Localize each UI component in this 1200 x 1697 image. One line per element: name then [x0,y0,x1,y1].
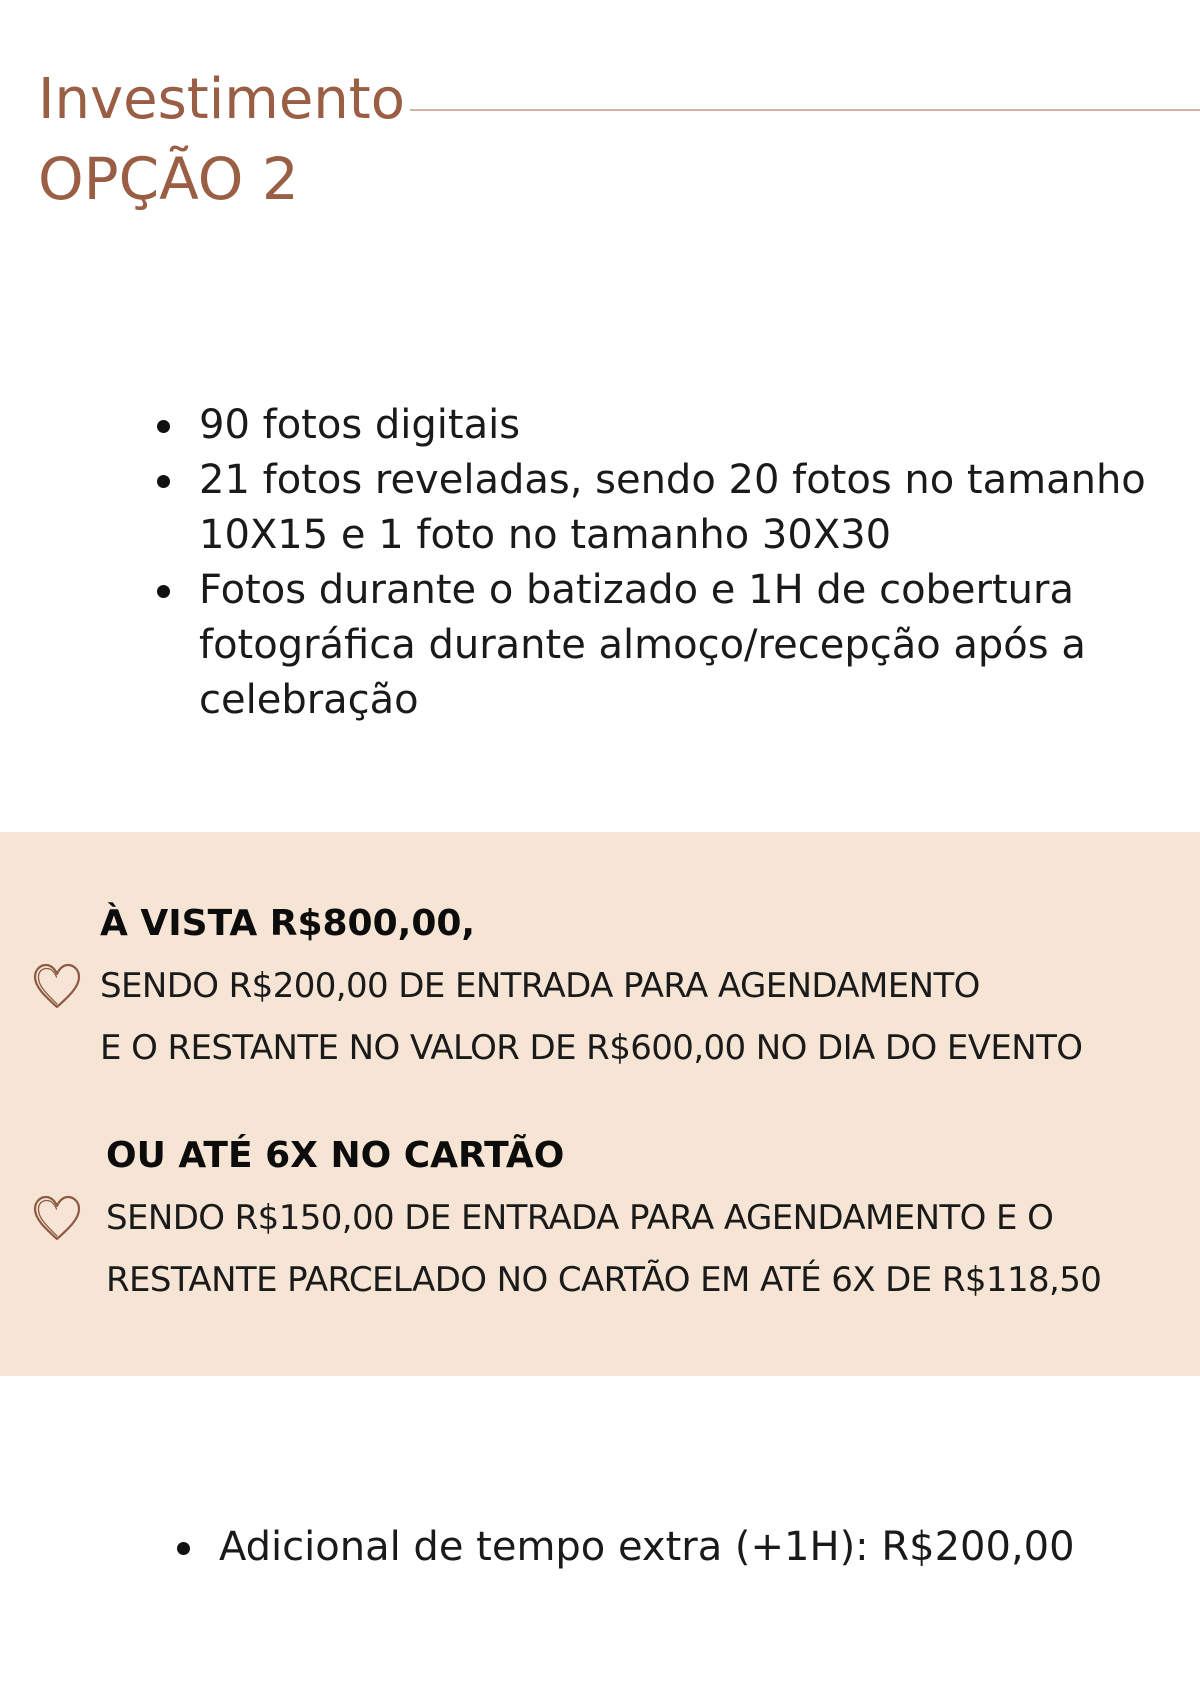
extra-item [219,1520,1075,1575]
cash-price-heading: À VISTA R$800,00, [100,903,476,944]
features-list [155,398,1159,728]
feature-text: Fotos durante o batizado e 1H de cobertura fotográfica durante almoço/recepção após a celebração [199,567,1086,723]
bullet-icon [157,585,170,598]
page-title: Investimento [38,67,406,132]
feature-text: 21 fotos reveladas, sendo 20 fotos no tamanho 10X15 e 1 foto no tamanho 30X30 [199,457,1146,558]
bullet-icon [157,420,170,433]
heart-icon [30,1192,84,1246]
feature-text: 90 fotos digitais [199,402,521,448]
header-divider [410,109,1200,111]
card-detail-line: SENDO R$150,00 DE ENTRADA PARA AGENDAMENTO E O [106,1198,1054,1238]
card-price-heading: OU ATÉ 6X NO CARTÃO [106,1135,565,1176]
page-subtitle: OPÇÃO 2 [38,145,299,213]
bullet-icon [177,1542,190,1555]
payment-section [0,832,1200,1376]
cash-detail-line: E O RESTANTE NO VALOR DE R$600,00 NO DIA DO EVENTO [100,1028,1083,1068]
heart-icon [30,960,84,1014]
cash-detail-line: SENDO R$200,00 DE ENTRADA PARA AGENDAMENTO [100,966,980,1006]
bullet-icon [157,475,170,488]
feature-item [199,563,1159,728]
feature-item [199,453,1159,563]
extras-list [175,1520,1075,1575]
extra-text: Adicional de tempo extra (+1H): R$200,00 [219,1524,1075,1570]
card-detail-line: RESTANTE PARCELADO NO CARTÃO EM ATÉ 6X DE R$118,50 [106,1260,1102,1300]
feature-item [199,398,1159,453]
